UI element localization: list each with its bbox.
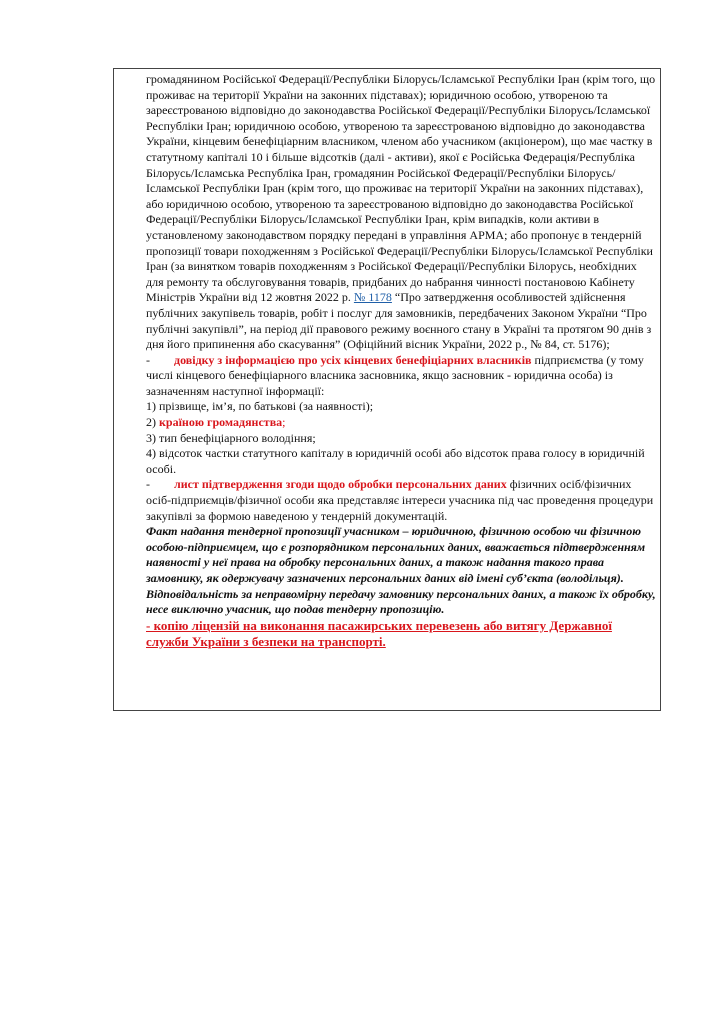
paragraph-consent	[146, 477, 656, 524]
paragraph-personal-data: Факт надання тендерної пропозиції учасником – юридичною, фізичною особою чи фізичною особою-підприємцем, що є розпорядником персональних даних, вважається підтвердженням наявності у неї права на обробку персональних даних, а також надання такого права замовнику, як одержувачу зазначених персональних даних від імені суб’єкта (володільця). Відповідальність за неправомірну передачу замовнику персональних даних, а також їх обробку, несе виключно учасник, що подав тендерну пропозицію.	[146, 524, 656, 617]
paragraph-beneficiaries	[146, 353, 656, 400]
document-body	[146, 72, 656, 650]
consent-text: фізичних осіб/фізичних осіб-підприємців/фізичної особи яка представляє інтереси учасника під час проведення процедури закупівлі за формою наведеною у тендерній документацій.	[146, 477, 654, 523]
list-item: 3) тип бенефіціарного володіння;	[146, 430, 316, 445]
list-item: 4) відсоток частки статутного капіталу в юридичній особі або відсоток права голосу в юридичній особі.	[146, 446, 645, 476]
beneficiaries-heading: довідку з інформацією про усіх кінцевих бенефіціарних власників	[174, 352, 532, 367]
resolution-1178-link[interactable]: № 1178	[353, 290, 392, 305]
list-dash: -	[146, 352, 150, 367]
restrictions-text-a: громадянином Російської Федерації/Республіки Білорусь/Ісламської Республіки Іран (крім того, що проживає на території України на законних підставах); юридичною особою, утвореною та зареєстрованою відповідно до законодавства Російської Федерації/Республіки Білорусь/Ісламської Республіки Іран; юридичною особою, утвореною та зареєстрованою відповідно до законодавства України, кінцевим бенефіціарним власником, членом або учасником (акціонером), що має частку в статутному капіталі 10 і більше відсотків (далі - активи), якої є Російська Федерація/Республіка Білорусь/Ісламська Республіка Іран, громадянин Російської Федерації/Республіки Білорусь/Ісламської Республіки Іран (крім того, що проживає на території України на законних підставах), або юридичною особою, утвореною та зареєстрованою відповідно до законодавства Російської Федерації/Республіки Білорусь/Ісламської Республіки Іран, крім випадків, коли активи в установленому законодавством порядку передані в управління АРМА; або пропонує в тендерній пропозиції товари походженням з Російської Федерації/Республіки Білорусь/Ісламської Республіки Іран (за винятком товарів походженням з Російської Федерації/Республіки Білорусь, необхідних для ремонту та обслуговування товарів, придбаних до набрання чинності постановою Кабінету Міністрів України від 12 жовтня 2022 р.	[146, 72, 656, 305]
citizenship-highlight: країною громадянства	[159, 415, 283, 430]
paragraph-licenses: - копію ліцензій на виконання пасажирських перевезень або витягу Державної служби України з безпеки на транспорті.	[146, 617, 612, 649]
restrictions-text-b: “Про затвердження особливостей здійснення публічних закупівель товарів, робіт і послуг для замовників, передбачених Законом України “Про публічні закупівлі”, на період дії правового режиму воєнного стану в Україні та протягом 90 днів з дня його припинення або скасування” (Офіційний вісник України, 2022 р., № 84, ст. 5176);	[146, 290, 652, 352]
beneficiaries-text: підприємства (у тому числі кінцевого бенефіціарного власника засновника, якщо засновник - юридична особа) із зазначенням наступної інформації:	[146, 352, 644, 398]
paragraph-restrictions	[146, 72, 656, 353]
list-item: 2) країною громадянства;	[146, 415, 286, 430]
list-item: 1) прізвище, ім’я, по батькові (за наявності);	[146, 399, 374, 414]
consent-heading: лист підтвердження згоди щодо обробки персональних даних	[174, 477, 507, 492]
list-dash: -	[146, 477, 150, 492]
